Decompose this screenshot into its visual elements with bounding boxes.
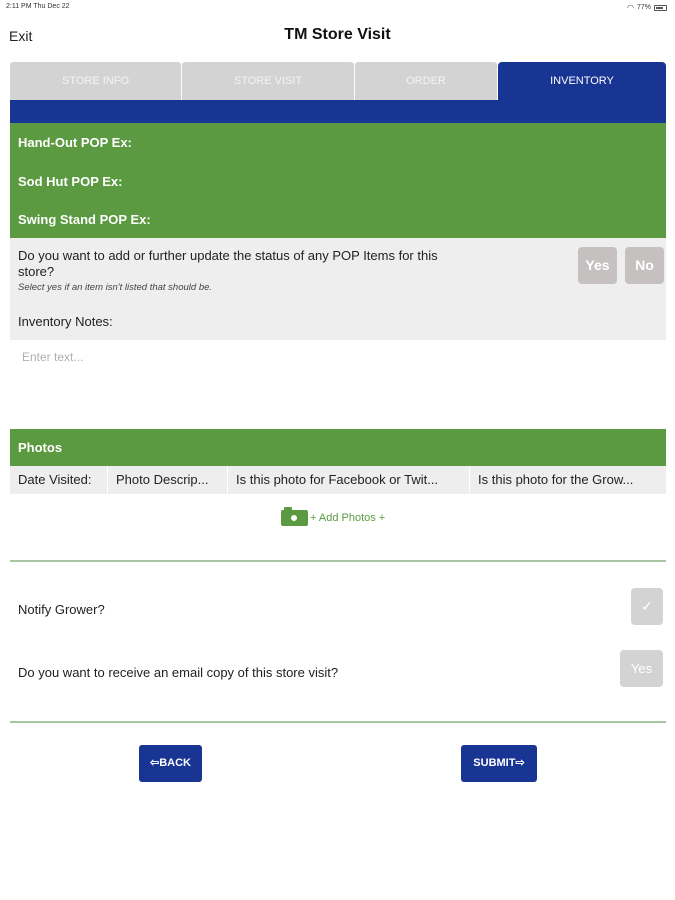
pop-question-hint: Select yes if an item isn't listed that should be. bbox=[18, 282, 213, 293]
inventory-notes-label: Inventory Notes: bbox=[18, 314, 113, 329]
tab-store-visit[interactable]: STORE VISIT bbox=[182, 62, 354, 100]
pop-item-swing-stand: Swing Stand POP Ex: bbox=[18, 212, 151, 227]
tab-underline-bar bbox=[10, 100, 666, 123]
tab-bar bbox=[10, 62, 666, 100]
checkmark-icon: ✓ bbox=[641, 598, 653, 614]
pop-question-text: Do you want to add or further update the status of any POP Items for this store? bbox=[18, 248, 438, 279]
back-button[interactable]: ⇦BACK bbox=[139, 745, 202, 782]
add-photos-button[interactable] bbox=[281, 508, 385, 528]
page-title: TM Store Visit bbox=[284, 26, 391, 43]
exit-button[interactable]: Exit bbox=[9, 28, 33, 44]
pop-yes-button[interactable]: Yes bbox=[578, 247, 617, 284]
notify-grower-checkbox[interactable] bbox=[631, 588, 663, 625]
email-copy-label: Do you want to receive an email copy of this store visit? bbox=[18, 665, 339, 680]
inventory-notes-input[interactable] bbox=[10, 342, 666, 422]
battery-fill bbox=[656, 7, 663, 9]
battery-icon bbox=[654, 5, 667, 11]
tab-inventory[interactable]: INVENTORY bbox=[498, 62, 666, 100]
nav-bar bbox=[0, 18, 675, 54]
add-photos-label: + Add Photos + bbox=[310, 512, 386, 524]
pop-item-sod-hut: Sod Hut POP Ex: bbox=[18, 174, 123, 189]
section-divider bbox=[10, 721, 666, 723]
email-copy-yes-button[interactable]: Yes bbox=[620, 650, 663, 687]
tab-order[interactable]: ORDER bbox=[355, 62, 497, 100]
battery-percent: 77% bbox=[636, 4, 651, 11]
camera-lens bbox=[289, 513, 299, 523]
column-date-visited: Date Visited: bbox=[10, 466, 108, 494]
column-facebook-twitter: Is this photo for Facebook or Twit... bbox=[228, 466, 470, 494]
wifi-icon: ◠ bbox=[627, 3, 634, 12]
photos-header: Photos bbox=[10, 429, 666, 466]
pop-item-hand-out: Hand-Out POP Ex: bbox=[18, 135, 132, 150]
pop-question-section bbox=[10, 238, 666, 340]
column-grower: Is this photo for the Grow... bbox=[478, 472, 634, 487]
status-time: 2:11 PM Thu Dec 22 bbox=[6, 3, 70, 10]
tab-store-info[interactable]: STORE INFO bbox=[10, 62, 181, 100]
section-divider bbox=[10, 560, 666, 562]
column-photo-description: Photo Descrip... bbox=[108, 466, 228, 494]
submit-button[interactable]: SUBMIT⇨ bbox=[461, 745, 537, 782]
pop-items-section bbox=[10, 123, 666, 238]
status-right bbox=[627, 3, 667, 12]
camera-icon bbox=[281, 510, 308, 526]
notify-grower-label: Notify Grower? bbox=[18, 602, 105, 617]
status-bar bbox=[0, 0, 675, 16]
photos-table-header bbox=[10, 466, 666, 494]
pop-no-button[interactable]: No bbox=[625, 247, 664, 284]
